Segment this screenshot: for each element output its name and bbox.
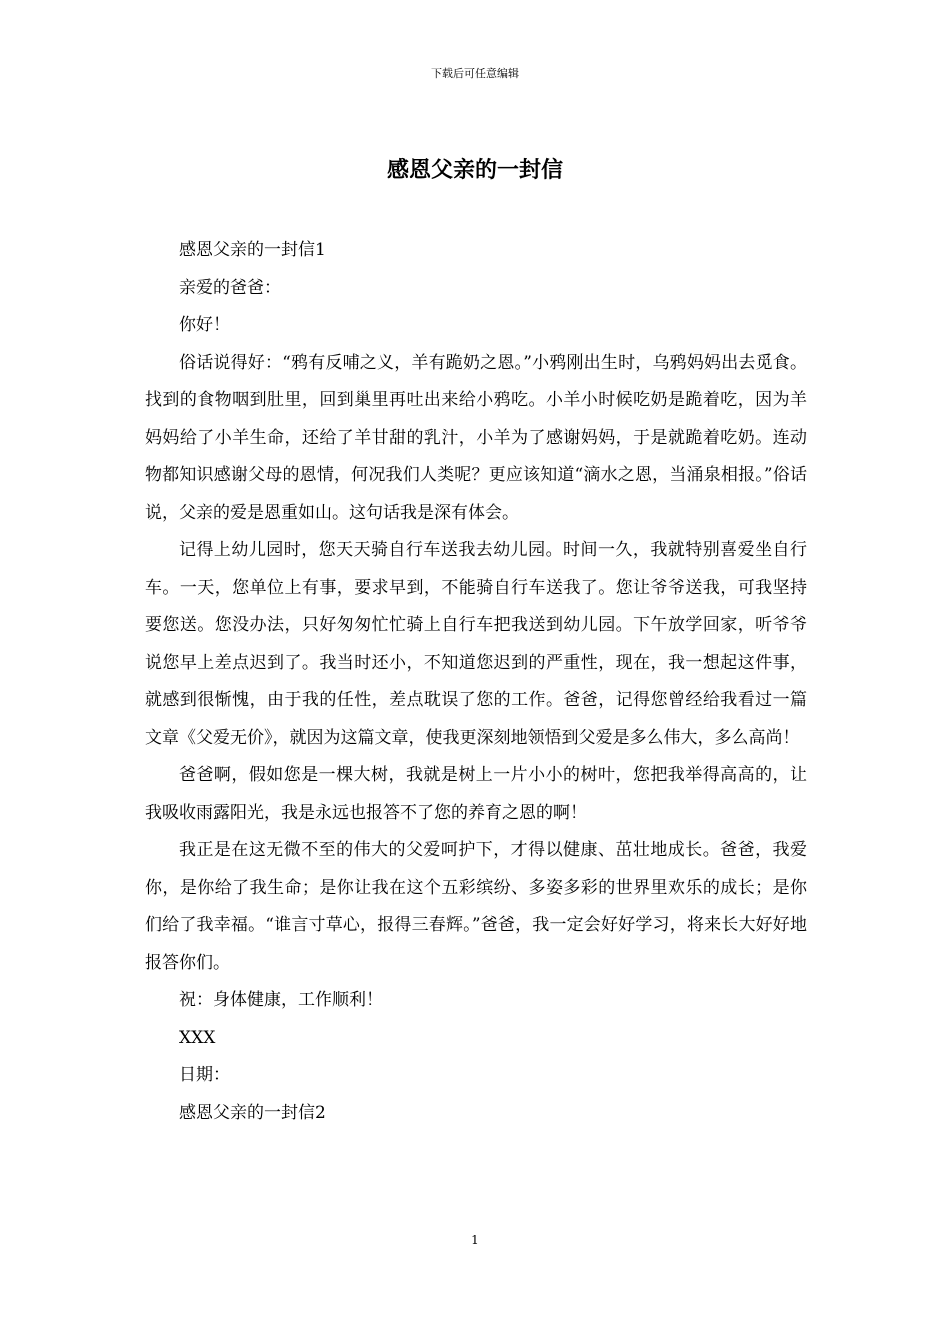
closing-wish: 祝：身体健康，工作顺利！ [179, 990, 383, 1010]
body-paragraph: 记得上幼儿园时，您天天骑自行车送我去幼儿园。时间一久，我就特别喜爱坐自行车。一天，您单位上有事，要求早到，不能骑自行车送我了。您让爷爷送我，可我坚持要您送。您没办法，只好匆匆忙忙骑上自行车把我送到幼儿园。下午放学回家，听爷爷说您早上差点迟到了。我当时还小，不知道您迟到的严重性，现在，我一想起这件事，就感到很惭愧，由于我的任性，差点耽误了您的工作。爸爸，记得您曾经给我看过一篇文章《父爱无价》，就因为这篇文章，使我更深刻地领悟到父爱是多么伟大，多么高尚！ [145, 540, 807, 748]
letter-body [145, 232, 807, 1132]
body-paragraph: 爸爸啊，假如您是一棵大树，我就是树上一片小小的树叶，您把我举得高高的，让我吸收雨露阳光，我是永远也报答不了您的养育之恩的啊！ [145, 765, 807, 823]
salutation: 亲爱的爸爸： [179, 277, 281, 298]
body-paragraph: 我正是在这无微不至的伟大的父爱呵护下，才得以健康、茁壮地成长。爸爸，我爱你，是你给了我生命；是你让我在这个五彩缤纷、多姿多彩的世界里欢乐的成长；是你们给了我幸福。“谁言寸草心，报得三春辉。”爸爸，我一定会好好学习，将来长大好好地报答你们。 [145, 840, 807, 973]
page-number: 1 [471, 1233, 479, 1247]
document-title: 感恩父亲的一封信 [386, 157, 563, 183]
greeting: 你好！ [179, 315, 230, 335]
page-header-note: 下载后可任意编辑 [431, 67, 519, 80]
section-heading-1: 感恩父亲的一封信1 [179, 240, 326, 260]
signature: XXX [179, 1027, 216, 1048]
section-heading-2: 感恩父亲的一封信2 [179, 1102, 326, 1123]
date-line: 日期： [179, 1065, 230, 1085]
body-paragraph: 俗话说得好：“鸦有反哺之义，羊有跪奶之恩。”小鸦刚出生时，乌鸦妈妈出去觅食。找到的食物咽到肚里，回到巢里再吐出来给小鸦吃。小羊小时候吃奶是跪着吃，因为羊妈妈给了小羊生命，还给了羊甘甜的乳汁，小羊为了感谢妈妈，于是就跪着吃奶。连动物都知识感谢父母的恩情，何况我们人类呢？更应该知道“滴水之恩，当涌泉相报。”俗话说，父亲的爱是恩重如山。这句话我是深有体会。 [145, 352, 807, 523]
